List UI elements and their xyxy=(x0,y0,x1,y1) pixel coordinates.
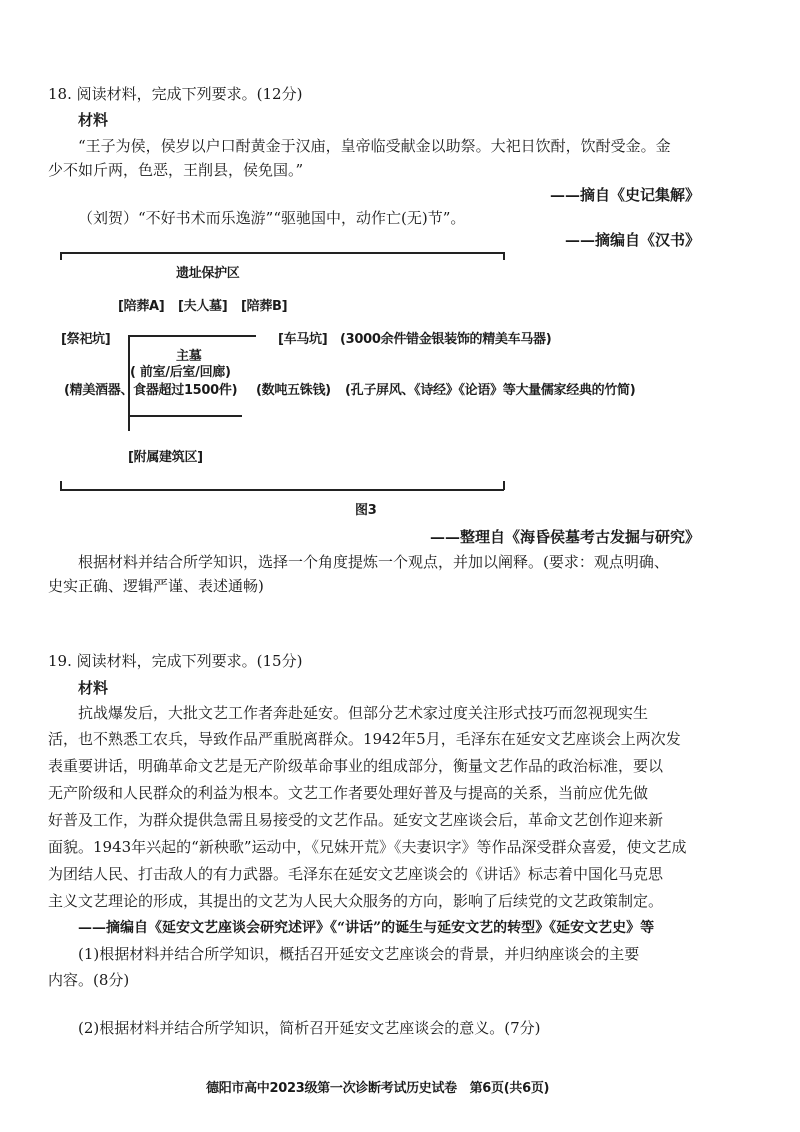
chariot-pit-note: (3000余件错金银装饰的精美车马器) xyxy=(340,332,552,347)
q18-quote-line1: “王子为侯，侯岁以户口酎黄金于汉庙，皇帝临受献金以助祭。大祀日饮酎，饮酎受金。金 xyxy=(78,137,671,155)
diagram-top-left-tick xyxy=(60,252,62,260)
q19-body-line: 活，也不熟悉工农兵，导致作品严重脱离群众。1942年5月，毛泽东在延安文艺座谈会上两次发 xyxy=(48,730,681,748)
q19-body-line: 好普及工作，为群众提供急需且易接受的文艺作品。延安文艺座谈会后，革命文艺创作迎来新 xyxy=(48,811,664,829)
diagram-top-right-tick xyxy=(503,252,505,260)
q19-body-line: 面貌。1943年兴起的“新秧歌”运动中，《兄妹开荒》《夫妻识字》等作品深受群众喜爱，使文艺成 xyxy=(48,838,687,856)
q19-sub1-line2: 内容。(8分) xyxy=(48,971,130,989)
chariot-pit-label: [车马坑] xyxy=(278,332,328,347)
q18-source3: ——整理自《海昏侯墓考古发掘与研究》 xyxy=(429,528,700,546)
q18-source2: ——摘编自《汉书》 xyxy=(564,231,700,249)
q19-sub1-line1: (1)根据材料并结合所学知识，概括召开延安文艺座谈会的背景，并归纳座谈会的主要 xyxy=(78,945,640,963)
annex-building-label: [附属建筑区] xyxy=(128,450,203,465)
main-tomb-label: 主墓 xyxy=(176,349,202,364)
bamboo-slips-note: (孔子屏风、《诗经》《论语》等大量儒家经典的竹简) xyxy=(345,383,636,398)
q19-body-line: 表重要讲话，明确革命文艺是无产阶级革命事业的组成部分，衡量文艺作品的政治标准，要以 xyxy=(48,757,664,775)
main-tomb-rooms: ( 前室/后室/回廊) xyxy=(130,365,231,380)
main-tomb-top-line xyxy=(128,335,256,337)
q19-body-line: 为团结人民、打击敌人的有力武器。毛泽东在延安文艺座谈会的《讲话》标志着中国化马克思 xyxy=(48,865,664,883)
q19-heading: 19. 阅读材料，完成下列要求。(15分) xyxy=(48,652,303,670)
q18-quote-line2: 少不如斤两，色恶，王削县，侯免国。” xyxy=(48,161,304,179)
burial-tomb-b-label: [陪葬B] xyxy=(241,299,288,314)
burial-tomb-a-label: [陪葬A] xyxy=(118,299,165,314)
q18-material-label: 材料 xyxy=(78,111,109,129)
vessels-note: (精美酒器、食器超过1500件) xyxy=(64,383,238,398)
wife-tomb-label: [夫人墓] xyxy=(178,299,228,314)
q19-source: ——摘编自《延安文艺座谈会研究述评》《“讲话”的诞生与延安文艺的转型》《延安文艺史》等 xyxy=(78,920,655,936)
site-protection-zone-label: 遗址保护区 xyxy=(176,266,240,281)
diagram-bottom-right-tick xyxy=(503,481,505,490)
page-footer: 德阳市高中2023级第一次诊断考试历史试卷 第6页(共6页) xyxy=(206,1081,550,1096)
figure-label: 图3 xyxy=(355,503,377,518)
q19-material-label: 材料 xyxy=(78,679,109,697)
diagram-bottom-left-tick xyxy=(60,481,62,490)
q18-task-line1: 根据材料并结合所学知识，选择一个角度提炼一个观点，并加以阐释。(要求：观点明确、 xyxy=(78,553,669,571)
q18-heading: 18. 阅读材料，完成下列要求。(12分) xyxy=(48,85,303,103)
q19-body-line: 无产阶级和人民群众的利益为根本。文艺工作者要处理好普及与提高的关系，当前应优先做 xyxy=(48,784,649,802)
sacrifice-pit-label: [祭祀坑] xyxy=(61,332,111,347)
q19-sub2: (2)根据材料并结合所学知识，简析召开延安文艺座谈会的意义。(7分) xyxy=(78,1019,541,1037)
main-tomb-bottom-line xyxy=(128,415,242,417)
q18-source1: ——摘自《史记集解》 xyxy=(549,186,700,204)
diagram-top-line xyxy=(60,252,504,254)
diagram-bottom-line xyxy=(60,489,504,491)
q18-liuhe-text: （刘贺）“不好书术而乐逸游”“驱驰国中，动作亡(无)节”。 xyxy=(78,209,466,227)
q19-body-line: 主义文艺理论的形成，其提出的文艺为人民大众服务的方向，影响了后续党的文艺政策制定。 xyxy=(48,892,664,910)
q18-task-line2: 史实正确、逻辑严谨、表述通畅) xyxy=(48,577,264,595)
q19-body-line: 抗战爆发后，大批文艺工作者奔赴延安。但部分艺术家过度关注形式技巧而忽视现实生 xyxy=(78,704,649,722)
coins-note: (数吨五铢钱) xyxy=(256,383,331,398)
